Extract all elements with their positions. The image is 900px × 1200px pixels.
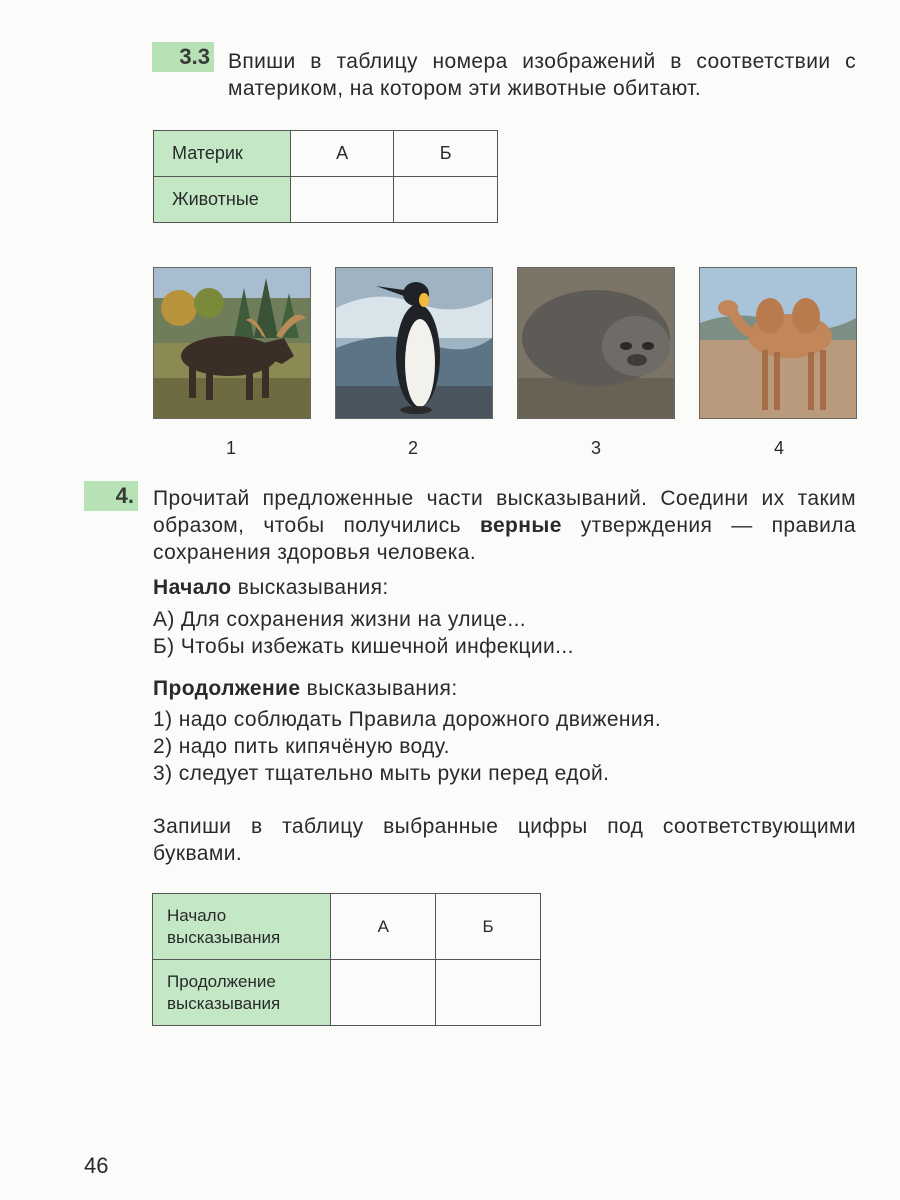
task-text: Впиши в таблицу номера изображений в соответствии с материком, на котором эти животные обитают.: [228, 50, 856, 100]
continuation-heading-rest: высказывания:: [300, 677, 458, 700]
table-header-start-line2: высказывания: [167, 927, 281, 947]
table-column-a: А: [290, 131, 394, 177]
start-heading: [153, 574, 389, 601]
photo-caption: 2: [407, 438, 418, 458]
table-column-b: Б: [436, 894, 541, 960]
start-heading-rest: высказывания:: [231, 576, 389, 599]
photo-caption: 3: [590, 438, 601, 458]
answer-cell-a[interactable]: [290, 177, 394, 223]
seal-photo: [517, 267, 675, 419]
answer-cell-a[interactable]: [331, 960, 436, 1026]
table-header-continuation-line2: высказывания: [167, 993, 281, 1013]
continuation-option-2: 2) надо пить кипячёную воду.: [153, 735, 450, 758]
task-number-badge: [84, 481, 138, 511]
table-header-animals: Животные: [154, 177, 291, 223]
table-column-a: А: [331, 894, 436, 960]
continuation-option-1: 1) надо соблюдать Правила дорожного движения.: [153, 708, 662, 731]
answer-cell-b[interactable]: [394, 177, 498, 223]
task-number: 4.: [115, 483, 134, 508]
start-option-b: Б) Чтобы избежать кишечной инфекции...: [153, 635, 574, 658]
continuation-heading: [153, 675, 458, 702]
photo-caption: 4: [773, 438, 784, 458]
task-text: [153, 485, 856, 566]
continuation-heading-bold: Продолжение: [153, 677, 301, 700]
table-header-continent: Материк: [154, 131, 291, 177]
statement-table: [152, 893, 541, 1026]
start-option-a: А) Для сохранения жизни на улице...: [153, 608, 527, 631]
task-text-part: Прочитай предложенные части высказываний. Соедини их таким образом, чтобы получились: [153, 487, 856, 537]
moose-photo: [153, 267, 311, 419]
start-heading-bold: Начало: [153, 576, 232, 599]
photo-caption: 1: [225, 438, 236, 458]
answer-cell-b[interactable]: [436, 960, 541, 1026]
continuation-option-3: 3) следует тщательно мыть руки перед едой.: [153, 762, 610, 785]
continent-table: [153, 130, 498, 223]
task-number: 3.3: [179, 44, 210, 69]
camel-photo: [699, 267, 857, 419]
table-header-start: [153, 894, 331, 960]
task-text-part: утверждения — правила сохранения здоровья человека.: [153, 514, 856, 564]
penguin-photo: [335, 267, 493, 419]
table-header-continuation-line1: Продолжение: [167, 971, 276, 991]
task-text-emphasis: верные: [479, 514, 562, 537]
table-header-start-line1: Начало: [167, 905, 227, 925]
instruction-text: Запиши в таблицу выбранные цифры под соответствующими буквами.: [153, 815, 856, 865]
table-header-continuation: [153, 960, 331, 1026]
table-column-b: Б: [394, 131, 498, 177]
task-number-badge: [152, 42, 214, 72]
page-number: 46: [84, 1153, 109, 1178]
